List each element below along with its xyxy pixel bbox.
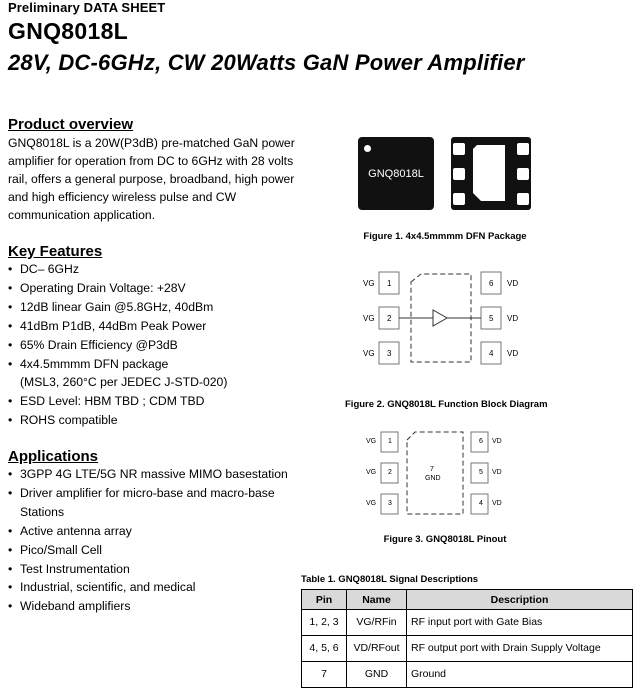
feature-item: • 4x4.5mmmm DFN package (8, 355, 227, 374)
fig2-pin-number: 5 (489, 314, 494, 323)
column-header-pin: Pin (302, 590, 347, 610)
application-item: • Wideband amplifiers (8, 597, 288, 616)
cell-name: VD/RFout (347, 636, 407, 662)
table-header-row (302, 590, 633, 610)
chip-marking: GNQ8018L (368, 168, 424, 180)
signal-description-table (301, 589, 633, 688)
fig3-pin-number: 3 (388, 500, 392, 507)
column-header-name: Name (347, 590, 407, 610)
cell-pin: 1, 2, 3 (302, 610, 347, 636)
applications-heading: Applications (8, 448, 99, 465)
feature-item: • ESD Level: HBM TBD ; CDM TBD (8, 392, 227, 411)
application-item: • Industrial, scientific, and medical (8, 578, 288, 597)
product-subtitle: 28V, DC-6GHz, CW 20Watts GaN Power Amplifier (8, 50, 525, 75)
applications-list (8, 465, 288, 616)
pin1-dot (364, 145, 371, 152)
cell-name: VG/RFin (347, 610, 407, 636)
fig3-pin-name: VG (366, 500, 377, 507)
package-bottom-view (451, 137, 531, 210)
fig2-pin-name: VG (363, 279, 375, 288)
figure-2-caption: Figure 2. GNQ8018L Function Block Diagram (345, 399, 548, 410)
fig2-pin-number: 3 (387, 349, 392, 358)
fig3-center-pin-name: GND (425, 475, 441, 482)
function-block-diagram (355, 268, 525, 368)
preliminary-label: Preliminary DATA SHEET (8, 0, 166, 15)
cell-pin: 7 (302, 662, 347, 688)
fig2-pin-name: VD (507, 279, 519, 288)
application-item: • Pico/Small Cell (8, 541, 288, 560)
feature-item: • 12dB linear Gain @5.8GHz, 40dBm (8, 298, 227, 317)
cell-description: RF output port with Drain Supply Voltage (407, 636, 633, 662)
fig3-pin-number: 2 (388, 469, 392, 476)
overview-heading: Product overview (8, 116, 134, 133)
fig3-pin-number: 5 (479, 469, 483, 476)
cell-pin: 4, 5, 6 (302, 636, 347, 662)
application-item: • Driver amplifier for micro-base and macro-base (8, 484, 288, 503)
figure-1-caption: Figure 1. 4x4.5mmmm DFN Package (363, 231, 527, 242)
application-item: • Test Instrumentation (8, 560, 288, 579)
fig3-center-pin-number: 7 (430, 466, 434, 473)
package-top-view (358, 137, 434, 210)
feature-item: • 65% Drain Efficiency @P3dB (8, 336, 227, 355)
fig3-pin-name: VD (492, 438, 502, 445)
fig3-pin-number: 1 (388, 438, 392, 445)
feature-item: • 41dBm P1dB, 44dBm Peak Power (8, 317, 227, 336)
fig3-pin-number: 4 (479, 500, 483, 507)
application-item: • 3GPP 4G LTE/5G NR massive MIMO basestation (8, 465, 288, 484)
feature-item: • DC– 6GHz (8, 260, 227, 279)
figure-3-caption: Figure 3. GNQ8018L Pinout (383, 534, 507, 545)
fig2-pin-name: VG (363, 349, 375, 358)
part-number-title: GNQ8018L (8, 18, 129, 44)
table-row (302, 636, 633, 662)
table-caption: Table 1. GNQ8018L Signal Descriptions (301, 574, 479, 585)
feature-item-continuation: (MSL3, 260°C per JEDEC J-STD-020) (20, 375, 228, 390)
fig3-pin-name: VD (492, 469, 502, 476)
feature-item: • Operating Drain Voltage: +28V (8, 279, 227, 298)
cell-description: RF input port with Gate Bias (407, 610, 633, 636)
fig2-pin-number: 6 (489, 279, 494, 288)
features-list (8, 260, 227, 430)
table-row (302, 662, 633, 688)
fig2-pin-number: 2 (387, 314, 392, 323)
fig3-pin-name: VD (492, 500, 502, 507)
cell-description: Ground (407, 662, 633, 688)
cell-name: GND (347, 662, 407, 688)
fig2-pin-name: VD (507, 349, 519, 358)
fig2-pin-name: VD (507, 314, 519, 323)
column-header-description: Description (407, 590, 633, 610)
application-item: • Active antenna array (8, 522, 288, 541)
feature-item: • ROHS compatible (8, 411, 227, 430)
fig3-pin-name: VG (366, 438, 377, 445)
fig2-pin-name: VG (363, 314, 375, 323)
fig3-pin-name: VG (366, 469, 377, 476)
table-row (302, 610, 633, 636)
overview-paragraph: GNQ8018L is a 20W(P3dB) pre-matched GaN power amplifier for operation from DC to 6GHz with 28 volts rail, offers a general purpose, broadband, high power and high efficiency wireless pulse and CW communication application. (8, 136, 295, 222)
fig3-pin-number: 6 (479, 438, 483, 445)
fig2-pin-number: 4 (489, 349, 494, 358)
fig2-pin-number: 1 (387, 279, 392, 288)
features-heading: Key Features (8, 243, 103, 260)
application-item-continuation: Stations (20, 504, 65, 519)
